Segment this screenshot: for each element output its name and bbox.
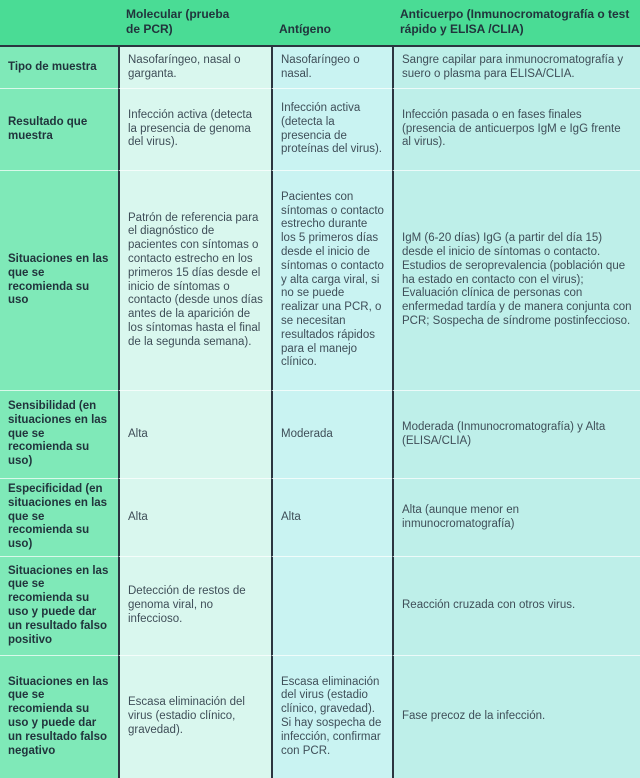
column-header-anticuerpo-label: Anticuerpo (Inmunocromatografía o test rápido y ELISA /CLIA) xyxy=(400,6,630,37)
cell-falso-positivo-antigeno xyxy=(271,556,392,655)
cell-sensibilidad-anticuerpo: Moderada (Inmunocromatografía) y Alta (ELISA/CLIA) xyxy=(392,390,640,478)
cell-resultado-anticuerpo: Infección pasada o en fases finales (presencia de anticuerpos IgM e IgG frente al virus). xyxy=(392,88,640,170)
cell-especificidad-molecular: Alta xyxy=(118,478,271,556)
cell-especificidad-antigeno: Alta xyxy=(271,478,392,556)
cell-especificidad-anticuerpo: Alta (aunque menor en inmunocromatografía) xyxy=(392,478,640,556)
column-header-anticuerpo xyxy=(392,0,640,47)
cell-situaciones-molecular: Patrón de referencia para el diagnóstico de pacientes con síntomas o contacto estrecho en los primeros 15 días desde el inicio de síntomas o contacto (desde unos días antes de la aparición de los síntomas hasta el final de la segunda semana). xyxy=(118,170,271,390)
cell-situaciones-antigeno: Pacientes con síntomas o contacto estrecho durante los 5 primeros días desde el inicio de síntomas o contacto y alta carga viral, si no se puede realizar una PCR, o se necesitan resultados rápidos para el manejo clínico. xyxy=(271,170,392,390)
cell-tipo-anticuerpo: Sangre capilar para inmunocromatografía y suero o plasma para ELISA/CLIA. xyxy=(392,47,640,88)
cell-sensibilidad-molecular: Alta xyxy=(118,390,271,478)
row-label-falso-negativo: Situaciones en las que se recomienda su uso y puede dar un resultado falso negativo xyxy=(0,655,118,778)
cell-situaciones-anticuerpo: IgM (6-20 días) IgG (a partir del día 15) desde el inicio de síntomas o contacto. Estudios de seroprevalencia (población que ha estado en contacto con el virus); Evaluación clínica de personas con enfermedad tardía y de manera conjunta con PCR; Sospecha de síndrome postinfeccioso. xyxy=(392,170,640,390)
column-header-molecular xyxy=(118,0,271,47)
cell-falso-positivo-anticuerpo: Reacción cruzada con otros virus. xyxy=(392,556,640,655)
column-header-molecular-label: Molecular (prueba de PCR) xyxy=(126,6,230,37)
row-label-tipo-de-muestra: Tipo de muestra xyxy=(0,47,118,88)
cell-resultado-molecular: Infección activa (detecta la presencia de genoma del virus). xyxy=(118,88,271,170)
cell-falso-negativo-anticuerpo: Fase precoz de la infección. xyxy=(392,655,640,778)
cell-falso-positivo-molecular: Detección de restos de genoma viral, no infeccioso. xyxy=(118,556,271,655)
row-label-resultado: Resultado que muestra xyxy=(0,88,118,170)
cell-resultado-antigeno: Infección activa (detecta la presencia de proteínas del virus). xyxy=(271,88,392,170)
row-label-sensibilidad: Sensibilidad (en situaciones en las que se recomienda su uso) xyxy=(0,390,118,478)
row-label-falso-positivo: Situaciones en las que se recomienda su uso y puede dar un resultado falso positivo xyxy=(0,556,118,655)
cell-falso-negativo-antigeno: Escasa eliminación del virus (estadio clínico, gravedad). Si hay sospecha de infección, confirmar con PCR. xyxy=(271,655,392,778)
column-header-antigeno-label: Antígeno xyxy=(279,22,331,37)
row-label-especificidad: Especificidad (en situaciones en las que se recomienda su uso) xyxy=(0,478,118,556)
cell-sensibilidad-antigeno: Moderada xyxy=(271,390,392,478)
row-label-situaciones-uso: Situaciones en las que se recomienda su uso xyxy=(0,170,118,390)
cell-tipo-molecular: Nasofaríngeo, nasal o garganta. xyxy=(118,47,271,88)
column-header-antigeno xyxy=(271,0,392,47)
header-corner-cell xyxy=(0,0,118,47)
cell-tipo-antigeno: Nasofaríngeo o nasal. xyxy=(271,47,392,88)
cell-falso-negativo-molecular: Escasa eliminación del virus (estadio clínico, gravedad). xyxy=(118,655,271,778)
